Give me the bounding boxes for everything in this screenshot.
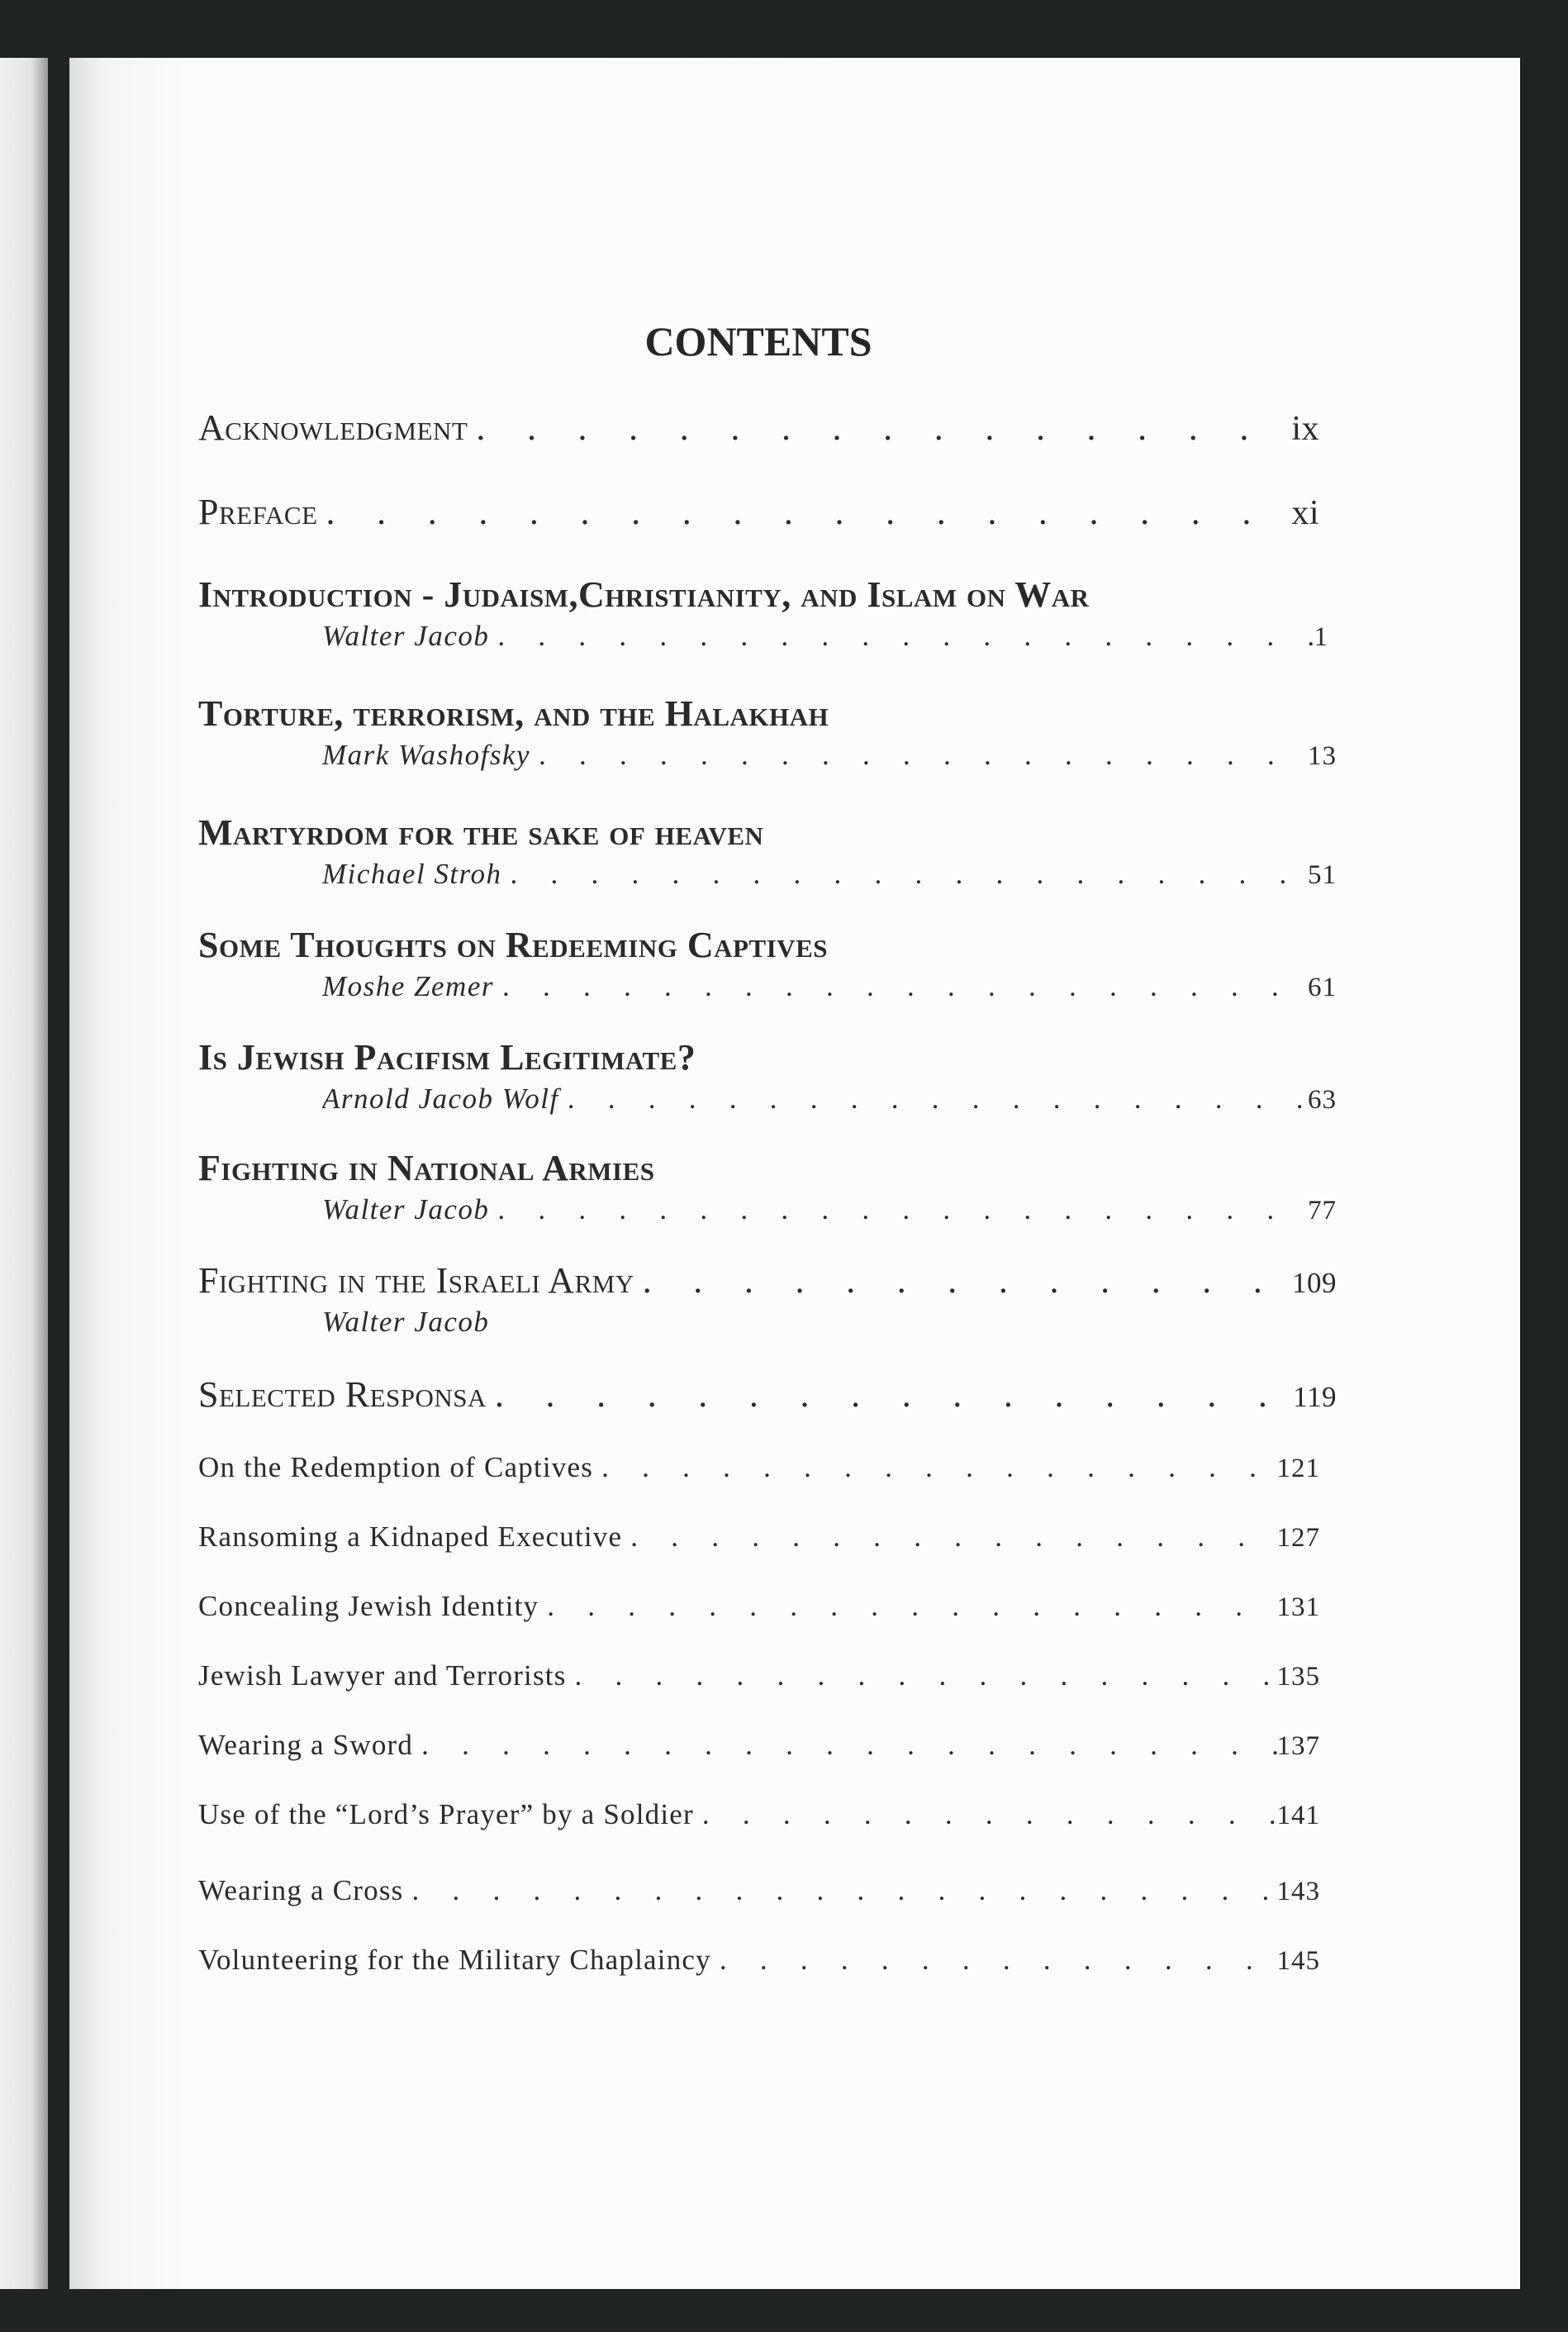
toc-page-number: 61 [1308, 973, 1337, 1002]
toc-page-number: 119 [1293, 1381, 1337, 1413]
toc-page-number: 135 [1276, 1662, 1320, 1692]
chapter-title: Is Jewish Pacifism Legitimate? [198, 1037, 696, 1078]
toc-page-number: 141 [1276, 1801, 1320, 1830]
responsum-title: Concealing Jewish Identity [198, 1590, 539, 1622]
chapter-author: Walter Jacob [322, 620, 490, 652]
toc-page-number: 145 [1276, 1946, 1320, 1976]
toc-page-number: 77 [1308, 1196, 1337, 1225]
responsum-title: Volunteering for the Military Chaplaincy [198, 1944, 711, 1976]
chapter-author-line [322, 858, 1337, 891]
responsum-entry [198, 1590, 1320, 1623]
toc-entry-acknowledgment [198, 407, 1319, 449]
chapter-author-line [322, 1193, 1337, 1226]
chapter-author-line [322, 1083, 1337, 1116]
chapter-author: Moshe Zemer [322, 970, 494, 1002]
dot-leader [494, 970, 1308, 1003]
chapter-author: Michael Stroh [322, 858, 502, 890]
chapter-title: Martyrdom for the sake of heaven [198, 812, 764, 853]
dot-leader [318, 491, 1292, 533]
responsum-title: On the Redemption of Captives [198, 1451, 594, 1483]
dot-leader [489, 1193, 1308, 1226]
responsum-title: Wearing a Cross [198, 1874, 404, 1906]
chapter-title: Fighting in the Israeli Army [198, 1260, 634, 1301]
chapter-author: Arnold Jacob Wolf [322, 1083, 559, 1115]
responsum-entry [198, 1798, 1320, 1831]
responsum-entry [198, 1659, 1320, 1692]
chapter-author: Mark Washofsky [322, 739, 531, 771]
toc-page-number: 63 [1308, 1085, 1337, 1115]
dot-leader [487, 1373, 1293, 1416]
toc-entry-preface [198, 491, 1319, 533]
chapter-title: Fighting in National Armies [198, 1148, 655, 1188]
responsum-entry [198, 1451, 1320, 1484]
toc-page-number: 13 [1308, 741, 1337, 771]
responsum-entry [198, 1944, 1320, 1977]
responsum-title: Wearing a Sword [198, 1729, 414, 1761]
toc-page-number: 127 [1276, 1523, 1320, 1553]
toc-entry-label: Preface [198, 492, 318, 532]
responsum-entry [198, 1521, 1320, 1554]
chapter-title: Some Thoughts on Redeeming Captives [198, 925, 828, 965]
chapter-author-line [322, 970, 1337, 1003]
toc-entry-label: Selected Responsa [198, 1374, 487, 1415]
chapter-author: Walter Jacob [322, 1193, 490, 1225]
dot-leader [468, 407, 1291, 449]
chapter-author-line [322, 620, 1328, 653]
toc-page-number: 143 [1276, 1877, 1320, 1906]
toc-page-number: 137 [1276, 1731, 1320, 1761]
dot-leader [694, 1798, 1277, 1831]
toc-entry-label: Acknowledgment [198, 407, 468, 448]
responsum-title: Ransoming a Kidnaped Executive [198, 1521, 623, 1553]
dot-leader [711, 1944, 1277, 1977]
dot-leader [413, 1729, 1276, 1762]
toc-page-number: ix [1291, 410, 1319, 448]
responsum-title: Use of the “Lord’s Prayer” by a Soldier [198, 1798, 694, 1830]
toc-page-number: 131 [1276, 1592, 1320, 1622]
chapter-title-line [198, 1259, 1337, 1302]
dot-leader [622, 1521, 1276, 1554]
page-title: CONTENTS [644, 318, 872, 364]
toc-page-number: 51 [1308, 860, 1337, 890]
toc-entry-selected-responsa [198, 1373, 1337, 1416]
responsum-entry [198, 1729, 1320, 1762]
dot-leader [559, 1083, 1308, 1116]
dot-leader [634, 1259, 1292, 1302]
dot-leader [567, 1659, 1277, 1692]
chapter-title: Introduction - Judaism,Christianity, and Islam on War [198, 574, 1090, 615]
dot-leader [489, 620, 1314, 653]
chapter-author: Walter Jacob [322, 1306, 490, 1338]
responsum-entry [198, 1874, 1320, 1907]
dot-leader [593, 1451, 1276, 1484]
responsum-title: Jewish Lawyer and Terrorists [198, 1659, 567, 1692]
toc-page-number: xi [1291, 494, 1319, 532]
dot-leader [539, 1590, 1276, 1623]
chapter-author-line [322, 739, 1337, 772]
chapter-title: Torture, terrorism, and the Halakhah [198, 693, 829, 734]
toc-page-number: 109 [1292, 1267, 1337, 1299]
dot-leader [530, 739, 1308, 772]
dot-leader [403, 1874, 1276, 1907]
toc-page-number: 121 [1276, 1454, 1320, 1483]
dot-leader [501, 858, 1308, 891]
toc-page-number: 1 [1314, 622, 1328, 652]
facing-page-edge [0, 58, 48, 2289]
